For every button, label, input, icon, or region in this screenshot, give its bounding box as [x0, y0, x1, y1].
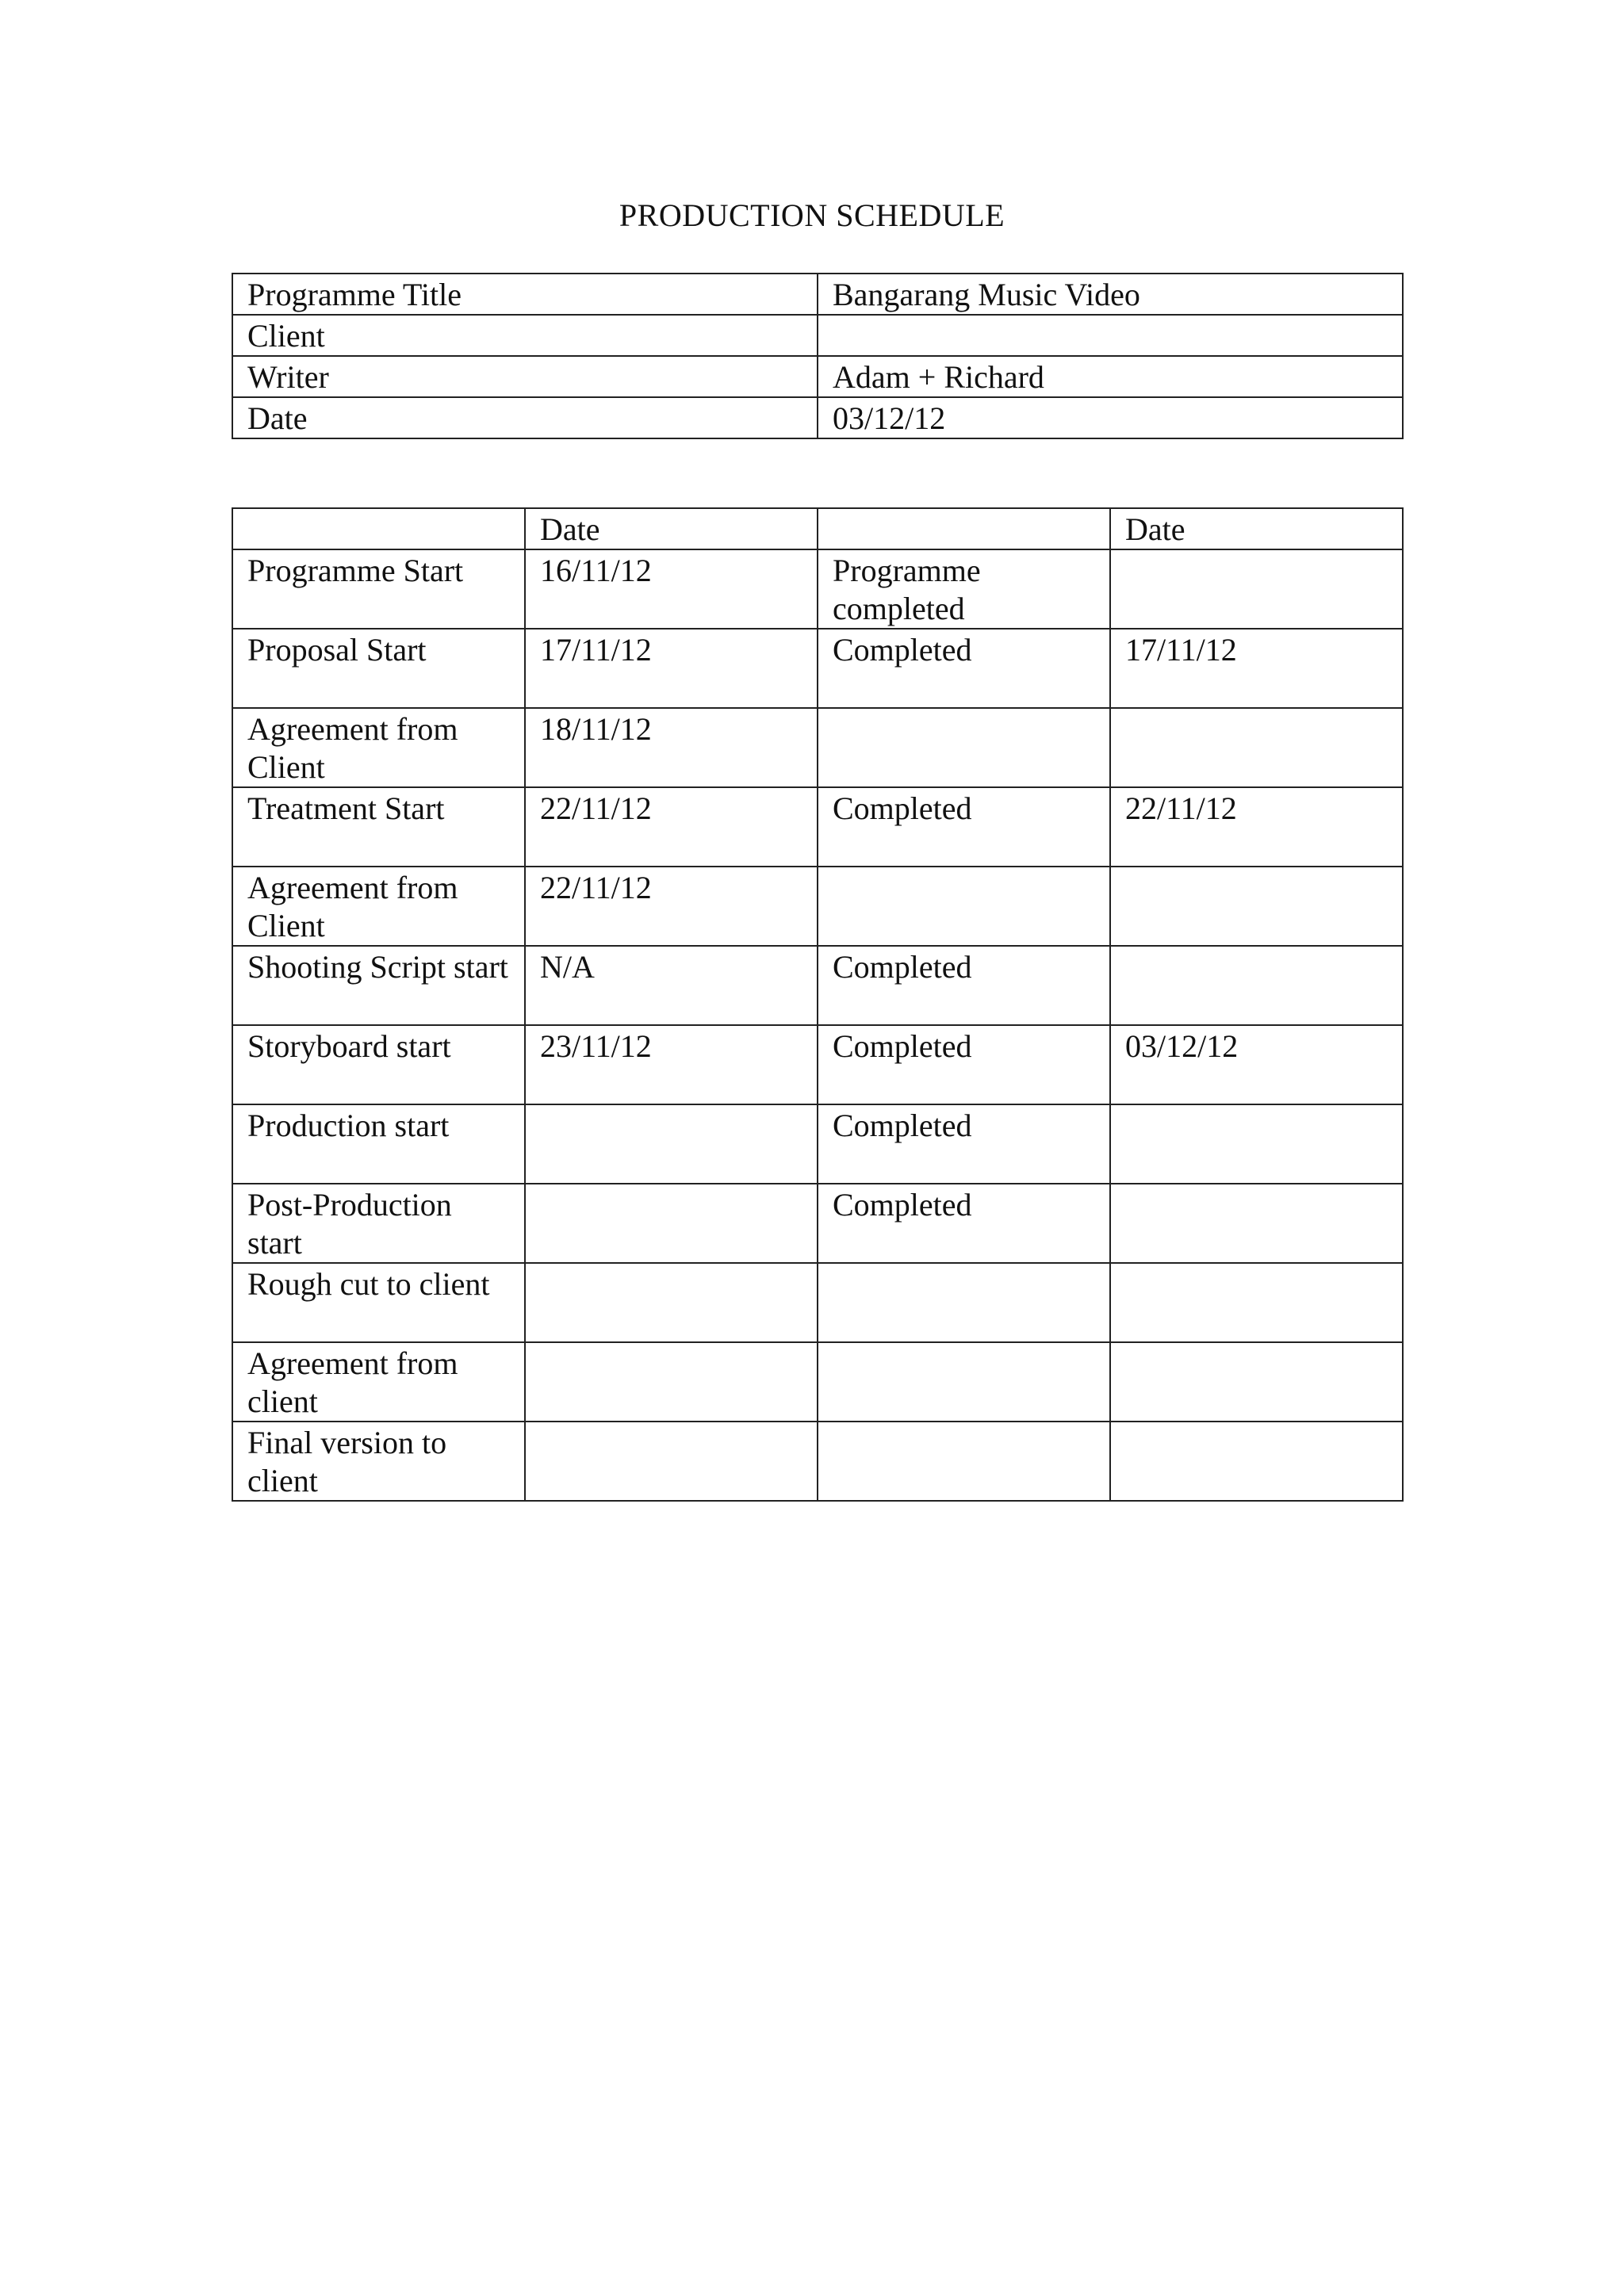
table-row — [232, 629, 1403, 708]
stage-cell: Storyboard start — [232, 1025, 525, 1104]
stage-cell: Agreement from Client — [232, 708, 525, 787]
table-row — [232, 708, 1403, 787]
table-row — [232, 787, 1403, 867]
completed-date-cell: 17/11/12 — [1110, 629, 1403, 708]
table-row — [232, 1263, 1403, 1342]
table-row — [232, 1342, 1403, 1422]
date-cell — [525, 1184, 818, 1263]
completed-date-cell — [1110, 549, 1403, 629]
table-row — [232, 1104, 1403, 1184]
info-label: Programme Title — [232, 274, 818, 315]
info-value: Bangarang Music Video — [818, 274, 1403, 315]
date-cell: 18/11/12 — [525, 708, 818, 787]
stage-cell: Treatment Start — [232, 787, 525, 867]
schedule-header-row — [232, 508, 1403, 549]
date-cell: 22/11/12 — [525, 787, 818, 867]
stage-cell: Production start — [232, 1104, 525, 1184]
status-cell: Completed — [818, 1104, 1110, 1184]
table-row — [232, 549, 1403, 629]
page-title: PRODUCTION SCHEDULE — [619, 197, 1005, 233]
table-row — [232, 867, 1403, 946]
status-cell — [818, 867, 1110, 946]
info-value — [818, 315, 1403, 356]
date-cell: 23/11/12 — [525, 1025, 818, 1104]
date-cell: 17/11/12 — [525, 629, 818, 708]
info-label: Client — [232, 315, 818, 356]
status-cell: Completed — [818, 629, 1110, 708]
stage-cell: Agreement from Client — [232, 867, 525, 946]
completed-date-cell: 22/11/12 — [1110, 787, 1403, 867]
date-cell: 22/11/12 — [525, 867, 818, 946]
column-header-date: Date — [525, 508, 818, 549]
date-cell — [525, 1422, 818, 1501]
status-cell: Completed — [818, 787, 1110, 867]
completed-date-cell — [1110, 1104, 1403, 1184]
info-label: Date — [232, 397, 818, 438]
stage-cell: Programme Start — [232, 549, 525, 629]
date-cell — [525, 1342, 818, 1422]
date-cell — [525, 1104, 818, 1184]
column-header — [818, 508, 1110, 549]
status-cell — [818, 1263, 1110, 1342]
info-value: 03/12/12 — [818, 397, 1403, 438]
date-cell — [525, 1263, 818, 1342]
status-cell: Completed — [818, 946, 1110, 1025]
completed-date-cell: 03/12/12 — [1110, 1025, 1403, 1104]
column-header-date: Date — [1110, 508, 1403, 549]
completed-date-cell — [1110, 1422, 1403, 1501]
table-row — [232, 1422, 1403, 1501]
status-cell — [818, 708, 1110, 787]
completed-date-cell — [1110, 946, 1403, 1025]
table-row — [232, 1184, 1403, 1263]
date-cell: 16/11/12 — [525, 549, 818, 629]
status-cell — [818, 1342, 1110, 1422]
completed-date-cell — [1110, 1263, 1403, 1342]
stage-cell: Shooting Script start — [232, 946, 525, 1025]
info-row-date — [232, 397, 1403, 438]
completed-date-cell — [1110, 708, 1403, 787]
status-cell: Completed — [818, 1184, 1110, 1263]
info-row-client — [232, 315, 1403, 356]
completed-date-cell — [1110, 1342, 1403, 1422]
completed-date-cell — [1110, 1184, 1403, 1263]
table-row — [232, 946, 1403, 1025]
programme-info-table — [232, 273, 1404, 439]
completed-date-cell — [1110, 867, 1403, 946]
info-label: Writer — [232, 356, 818, 397]
stage-cell: Agreement from client — [232, 1342, 525, 1422]
stage-cell: Rough cut to client — [232, 1263, 525, 1342]
info-row-writer — [232, 356, 1403, 397]
status-cell: Programme completed — [818, 549, 1110, 629]
stage-cell: Post-Production start — [232, 1184, 525, 1263]
stage-cell: Proposal Start — [232, 629, 525, 708]
info-value: Adam + Richard — [818, 356, 1403, 397]
column-header — [232, 508, 525, 549]
info-row-programme-title — [232, 274, 1403, 315]
date-cell: N/A — [525, 946, 818, 1025]
schedule-table — [232, 507, 1404, 1502]
status-cell: Completed — [818, 1025, 1110, 1104]
stage-cell: Final version to client — [232, 1422, 525, 1501]
table-row — [232, 1025, 1403, 1104]
status-cell — [818, 1422, 1110, 1501]
